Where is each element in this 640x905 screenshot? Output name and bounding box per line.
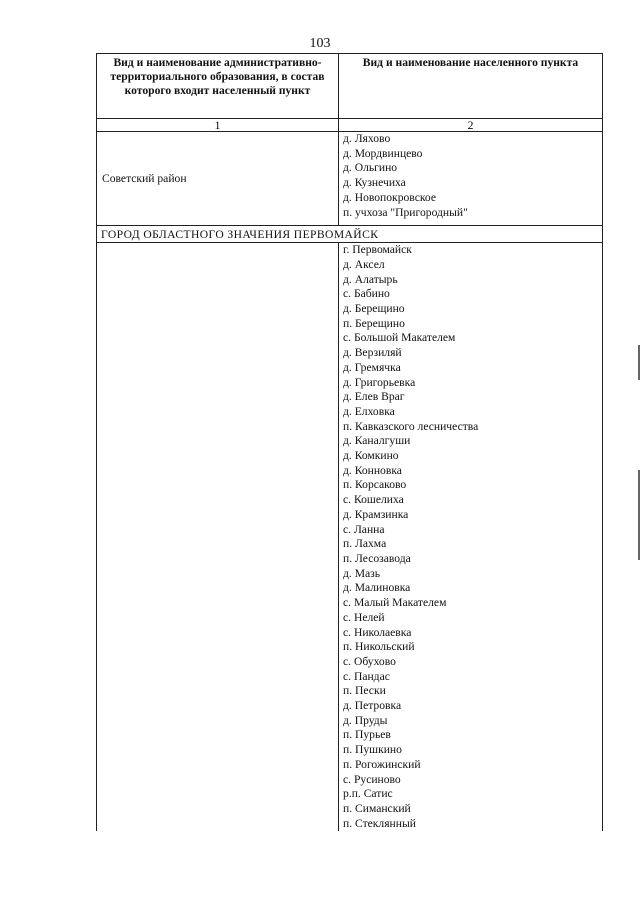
column-header-municipality: Вид и наименование административно-территориального образования, в состав которого входит населенный пункт: [97, 54, 339, 119]
settlements-table: [96, 53, 602, 831]
settlement-item: п. Пушкино: [343, 743, 402, 757]
settlement-item: с. Ланна: [343, 522, 385, 536]
settlement-item: п. Никольский: [343, 640, 415, 654]
section-title: ГОРОД ОБЛАСТНОГО ЗНАЧЕНИЯ ПЕРВОМАЙСК: [97, 226, 603, 243]
settlement-list: [339, 132, 602, 225]
settlement-item: г. Первомайск: [343, 243, 412, 257]
settlement-item: п. Рогожинский: [343, 757, 421, 771]
settlement-item: д. Конновка: [343, 463, 402, 477]
column-number-1: 1: [97, 119, 339, 132]
settlement-item: д. Аксел: [343, 257, 385, 271]
settlement-item: д. Кузнечиха: [343, 176, 406, 190]
settlement-item: с. Обухово: [343, 654, 396, 668]
settlement-item: д. Пруды: [343, 713, 388, 727]
settlement-item: п. Пески: [343, 684, 386, 698]
settlement-item: п. Пурьев: [343, 728, 391, 742]
settlement-item: п. Берещино: [343, 316, 405, 330]
municipality-cell: Советский район: [97, 132, 339, 226]
municipality-cell: [97, 243, 339, 832]
settlement-item: п. Стеклянный: [343, 816, 416, 830]
column-number-2: 2: [339, 119, 603, 132]
settlement-item: д. Григорьевка: [343, 375, 416, 389]
settlement-item: с. Пандас: [343, 669, 390, 683]
settlement-list: [339, 243, 602, 831]
settlement-item: с. Нелей: [343, 610, 385, 624]
settlement-item: д. Крамзинка: [343, 507, 409, 521]
settlement-item: д. Елев Враг: [343, 390, 405, 404]
settlement-item: д. Новопокровское: [343, 190, 436, 204]
settlement-item: с. Малый Макателем: [343, 596, 447, 610]
settlement-item: п. учхоза "Пригородный": [343, 205, 468, 219]
settlement-item: п. Лахма: [343, 537, 387, 551]
settlement-item: д. Алатырь: [343, 272, 398, 286]
settlement-item: п. Симанский: [343, 801, 411, 815]
settlement-item: д. Гремячка: [343, 360, 401, 374]
settlement-item: д. Малиновка: [343, 581, 411, 595]
settlement-item: д. Берещино: [343, 302, 405, 316]
settlement-item: д. Елховка: [343, 404, 395, 418]
table-header-row: [97, 54, 603, 119]
settlement-item: п. Кавказского лесничества: [343, 419, 479, 433]
page-number: 103: [309, 36, 331, 51]
settlement-item: с. Бабино: [343, 287, 390, 301]
settlement-item: п. Лесозавода: [343, 551, 411, 565]
section-row: [97, 226, 603, 243]
settlement-item: д. Ляхово: [343, 132, 391, 145]
settlement-item: д. Каналгуши: [343, 434, 411, 448]
settlement-item: д. Петровка: [343, 699, 402, 713]
settlement-item: д. Мордвинцево: [343, 146, 423, 160]
settlement-item: д. Мазь: [343, 566, 381, 580]
table-row: [97, 243, 603, 832]
column-number-row: [97, 119, 603, 132]
settlement-item: с. Русиново: [343, 772, 401, 786]
settlements-cell: [339, 243, 603, 832]
settlements-cell: [339, 132, 603, 226]
settlement-item: с. Большой Макателем: [343, 331, 456, 345]
settlement-item: с. Николаевка: [343, 625, 412, 639]
settlement-item: д. Ольгино: [343, 161, 398, 175]
settlement-item: д. Комкино: [343, 449, 399, 463]
settlement-item: р.п. Сатис: [343, 787, 393, 801]
table-row: [97, 132, 603, 226]
settlement-item: п. Корсаково: [343, 478, 407, 492]
column-header-settlement: Вид и наименование населенного пункта: [339, 54, 603, 119]
settlement-item: д. Верзиляй: [343, 346, 402, 360]
settlement-item: с. Кошелиха: [343, 493, 404, 507]
